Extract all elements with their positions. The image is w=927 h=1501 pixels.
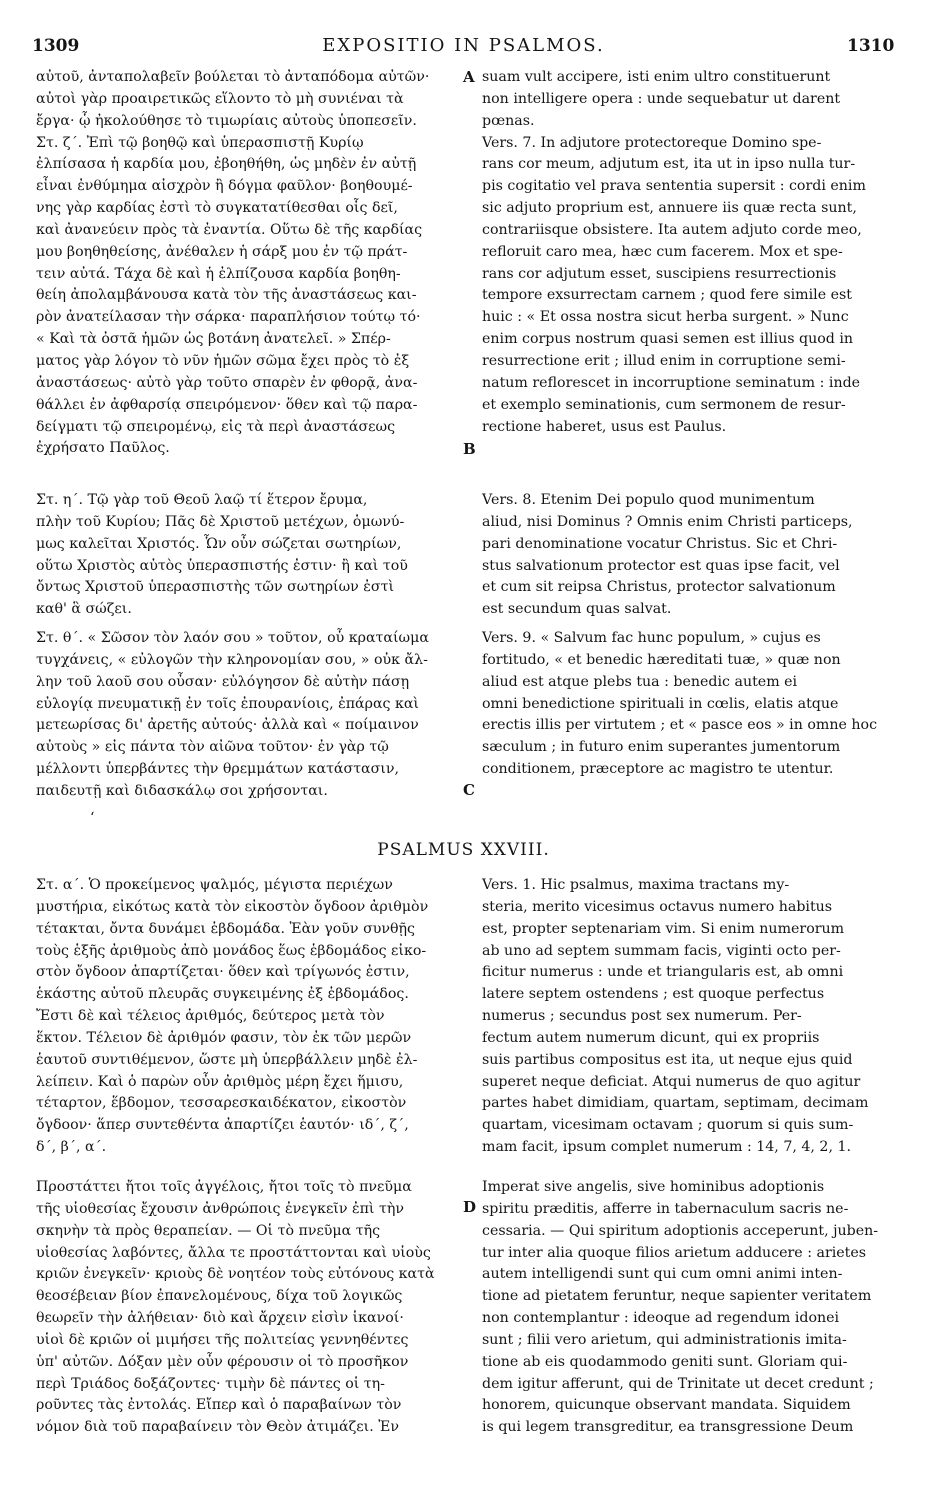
margin-marker-b: B — [463, 440, 476, 458]
greek-paragraph-verse-7: αὐτοῦ, ἀνταπολαβεῖν βούλεται τὸ ἀνταπόδομα αὐτῶν· αὐτοὶ γὰρ προαιρετικῶς εἵλοντο τὸ μὴ συνιέναι τὰ ἔργα· ᾧ ἠκολούθησε τὸ τιμωρίαις αὐτοὺς ὑποπεσεῖν. Στ. ζ΄. Ἐπὶ τῷ βοηθῷ καὶ ὑπερασπιστῇ Κυρίῳ ἐλπίσασα ἡ καρδία μου, ἐβοηθήθη, ὡς μηδὲν ἐν αὐτῇ εἶναι ἐνθύμημα αἰσχρὸν ἢ δόγμα φαῦλον· βοηθουμέ- νης γὰρ καρδίας ἐστὶ τὸ συγκατατίθεσθαι οἷς δεῖ, καὶ ἀνανεύειν πρὸς τὰ ἐναντία. Οὕτω δὲ τῆς καρδίας μου βοηθηθείσης, ἀνέθαλεν ἡ σάρξ μου ἐν τῷ πράτ- τειν αὐτά. Τάχα δὲ καὶ ἡ ἐλπίζουσα καρδία βοηθη- θείη ἀπολαμβάνουσα κατὰ τὸν τῆς ἀναστάσεως και- ρὸν ἀνατείλασαν τὴν σάρκα· παραπλήσιον τούτῳ τό· « Καὶ τὰ ὀστᾶ ἡμῶν ὡς βοτάνη ἀνατελεῖ. » Σπέρ- ματος γὰρ λόγον τὸ νῦν ἡμῶν σῶμα ἔχει πρὸς τὸ ἐξ ἀναστάσεως· αὐτὸ γὰρ τοῦτο σπαρὲν ἐν φθορᾷ, ἀνα- θάλλει ἐν ἀφθαρσίᾳ σπειρόμενον· ὅθεν καὶ τῷ παρα- δείγματι τῷ σπειρομένῳ, εἰς τὰ περὶ ἀναστάσεως ἐχρήσατο Παῦλος. — [36, 69, 430, 457]
latin-paragraph-verse-7: suam vult accipere, isti enim ultro constituerunt non intelligere opera : unde sequebatur ut darent pœnas. Vers. 7. In adjutore protectoreque Domino spe- rans cor meum, adjutum est, ita ut in ipso nulla tur- pis cogitatio vel prava sententia supersit : cordi enim sic adjuto proprium est, annuere iis quæ recta sunt, contrariisque obsistere. Ita autem adjuto corde meo, refloruit caro mea, hæc cum facerem. Mox et spe- rans cor adjutum esset, suscipiens resurrectionis tempore exsurrectam carnem ; quod fere simile est huic : « Et ossa nostra sicut herba surgent. » Nunc enim corpus nostrum quasi semen est illius quod in resurrectione erit ; illud enim in corruptione semi- natum reflorescet in incorruptione seminatum : inde et exemplo seminationis, cum sermonem de resur- rectione haberet, usus est Paulus. — [482, 69, 866, 435]
margin-marker-a: A — [463, 68, 475, 86]
page-number-left: 1309 — [32, 36, 80, 56]
latin-paragraph-verse-8: Vers. 8. Etenim Dei populo quod munimentum aliud, nisi Dominus ? Omnis enim Christi particeps, pari denominatione vocatur Christus. Sic et Chri- stus salvationum protector est quas ipse facit, vel et cum sit reipsa Christus, protector salvationum est secundum quas salvat. — [482, 492, 853, 618]
latin-paragraph-verse-9: Vers. 9. « Salvum fac hunc populum, » cujus es fortitudo, « et benedic hæreditati tuæ, » quæ non aliud est atque plebs tua : benedic autem ei omni benedictione spirituali in cœlis, elatis atque erectis illis per virtutem ; et « pasce eos » in omne hoc sæculum ; in futuro enim superantes jumentorum conditionem, præceptore ac magistro te utentur. — [482, 630, 878, 778]
psalm-heading: PSALMUS XXVIII. — [377, 840, 550, 860]
greek-paragraph-psalm-commentary: Προστάττει ἤτοι τοῖς ἀγγέλοις, ἤτοι τοῖς τὸ πνεῦμα τῆς υἱοθεσίας ἔχουσιν ἀνθρώποις ἐνεγκεῖν ἐπὶ τὴν σκηνὴν τὰ πρὸς θεραπείαν. — Οἱ τὸ πνεῦμα τῆς υἱοθεσίας λαβόντες, ἄλλα τε προστάττονται καὶ υἱοὺς κριῶν ἐνεγκεῖν· κριοὺς δὲ νοητέον τοὺς εὐτόνους κατὰ θεοσέβειαν βίον ἐπανελομένους, δίχα τοῦ λογικῶς θεωρεῖν τὴν ἀλήθειαν· διὸ καὶ ἄρχειν εἰσὶν ἱκανοί· υἱοὶ δὲ κριῶν οἱ μιμήσει τῆς πολιτείας γεννηθέντες ὑπ' αὐτῶν. Δόξαν μὲν οὖν φέρουσιν οἱ τὸ προσῆκον περὶ Τριάδος δοξάζοντες· τιμὴν δὲ πάντες οἱ τη- ροῦντες τὰς ἐντολάς. Εἴπερ καὶ ὁ παραβαίνων τὸν νόμον διὰ τοῦ παραβαίνειν τὸν Θεὸν ἀτιμάζει. Ἐν — [36, 1179, 435, 1436]
margin-marker-d: D — [463, 1198, 477, 1216]
page-number-right: 1310 — [847, 36, 895, 56]
margin-marker-c: C — [463, 781, 475, 799]
separator-mark: ʻ — [90, 810, 95, 826]
latin-paragraph-psalm-verse-1: Vers. 1. Hic psalmus, maxima tractans my- steria, merito vicesimus octavus numero habitus est, propter septenariam vim. Si enim numerorum ab uno ad septem summam facis, viginti octo per- ficitur numerus : unde et triangularis est, ab omni latere septem ostendens ; est quoque perfectus numerus ; secundus post sex numerum. Per- fectum autem numerum dicunt, qui ex propriis suis partibus compositus est ita, ut neque ejus quid superet neque deficiat. Atqui numerus de quo agitur partes habet dimidiam, quartam, septimam, decimam quartam, vicesimam octavam ; quorum si quis sum- mam facit, ipsum complet numerum : 14, 7, 4, 2, 1. — [482, 877, 869, 1156]
running-title: EXPOSITIO IN PSALMOS. — [322, 35, 605, 56]
greek-paragraph-psalm-verse-1: Στ. α΄. Ὁ προκείμενος ψαλμός, μέγιστα περιέχων μυστήρια, εἰκότως κατὰ τὸν εἰκοστὸν ὄγδοον ἀριθμὸν τέτακται, ὄντα δυνάμει ἑβδομάδα. Ἐὰν γοῦν συνθῇς τοὺς ἑξῆς ἀριθμοὺς ἀπὸ μονάδος ἕως ἑβδομάδος εἰκο- στὸν ὄγδοον ἀπαρτίζεται· ὅθεν καὶ τρίγωνός ἐστιν, ἑκάστης αὐτοῦ πλευρᾶς συγκειμένης ἐξ ἑβδομάδος. Ἔστι δὲ καὶ τέλειος ἀριθμός, δεύτερος μετὰ τὸν ἕκτον. Τέλειον δὲ ἀριθμόν φασιν, τὸν ἐκ τῶν μερῶν ἑαυτοῦ συντιθέμενον, ὥστε μὴ ὑπερβάλλειν μηδὲ ἐλ- λείπειν. Καὶ ὁ παρὼν οὖν ἀριθμὸς μέρη ἔχει ἥμισυ, τέταρτον, ἕβδομον, τεσσαρεσκαιδέκατον, εἰκοστὸν ὄγδοον· ἅπερ συντεθέντα ἀπαρτίζει ἑαυτόν· ιδ΄, ζ΄, δ΄, β΄, α΄. — [36, 877, 429, 1156]
latin-paragraph-psalm-commentary: Imperat sive angelis, sive hominibus adoptionis spiritu præditis, afferre in tabernaculum sacris ne- cessaria. — Qui spiritum adoptionis acceperunt, juben- tur inter alia quoque filios arietum adducere : arietes autem intelligendi sunt qui cum omni animi inten- tione ad pietatem feruntur, neque sapienter veritatem non contemplantur : ideoque ad regendum idonei sunt ; filii vero arietum, qui administrationis imita- tione ab eis quodammodo geniti sunt. Gloriam qui- dem igitur afferunt, qui de Trinitate ut decet credunt ; honorem, quicunque observant mandata. Siquidem is qui legem transgreditur, ea transgressione Deum — [482, 1179, 879, 1436]
greek-paragraph-verse-8: Στ. η΄. Τῷ γὰρ τοῦ Θεοῦ λαῷ τί ἕτερον ἔρυμα, πλὴν τοῦ Κυρίου; Πᾶς δὲ Χριστοῦ μετέχων, ὁμωνύ- μως καλεῖται Χριστός. Ὧν οὖν σώζεται σωτηρίων, οὕτω Χριστὸς αὐτὸς ὑπερασπιστής ἐστιν· ἢ καὶ τοῦ ὄντως Χριστοῦ ὑπερασπιστὴς τῶν σωτηρίων ἐστὶ καθ' ἃ σώζει. — [36, 492, 408, 618]
greek-paragraph-verse-9: Στ. θ΄. « Σῶσον τὸν λαόν σου » τοῦτον, οὗ κραταίωμα τυγχάνεις, « εὐλογῶν τὴν κληρονομίαν σου, » οὐκ ἄλ- λην τοῦ λαοῦ σου οὖσαν· εὐλόγησον δὲ αὐτὴν πάσῃ εὐλογίᾳ πνευματικῇ ἐν τοῖς ἐπουρανίοις, ἐπάρας καὶ μετεωρίσας δι' ἀρετῆς αὐτούς· ἀλλὰ καὶ « ποίμαινον αὐτοὺς » εἰς πάντα τὸν αἰῶνα τοῦτον· ἐν γὰρ τῷ μέλλοντι ὑπερβάντες τὴν θρεμμάτων κατάστασιν, παιδευτῇ καὶ διδασκάλῳ σοι χρήσονται. — [36, 630, 429, 799]
